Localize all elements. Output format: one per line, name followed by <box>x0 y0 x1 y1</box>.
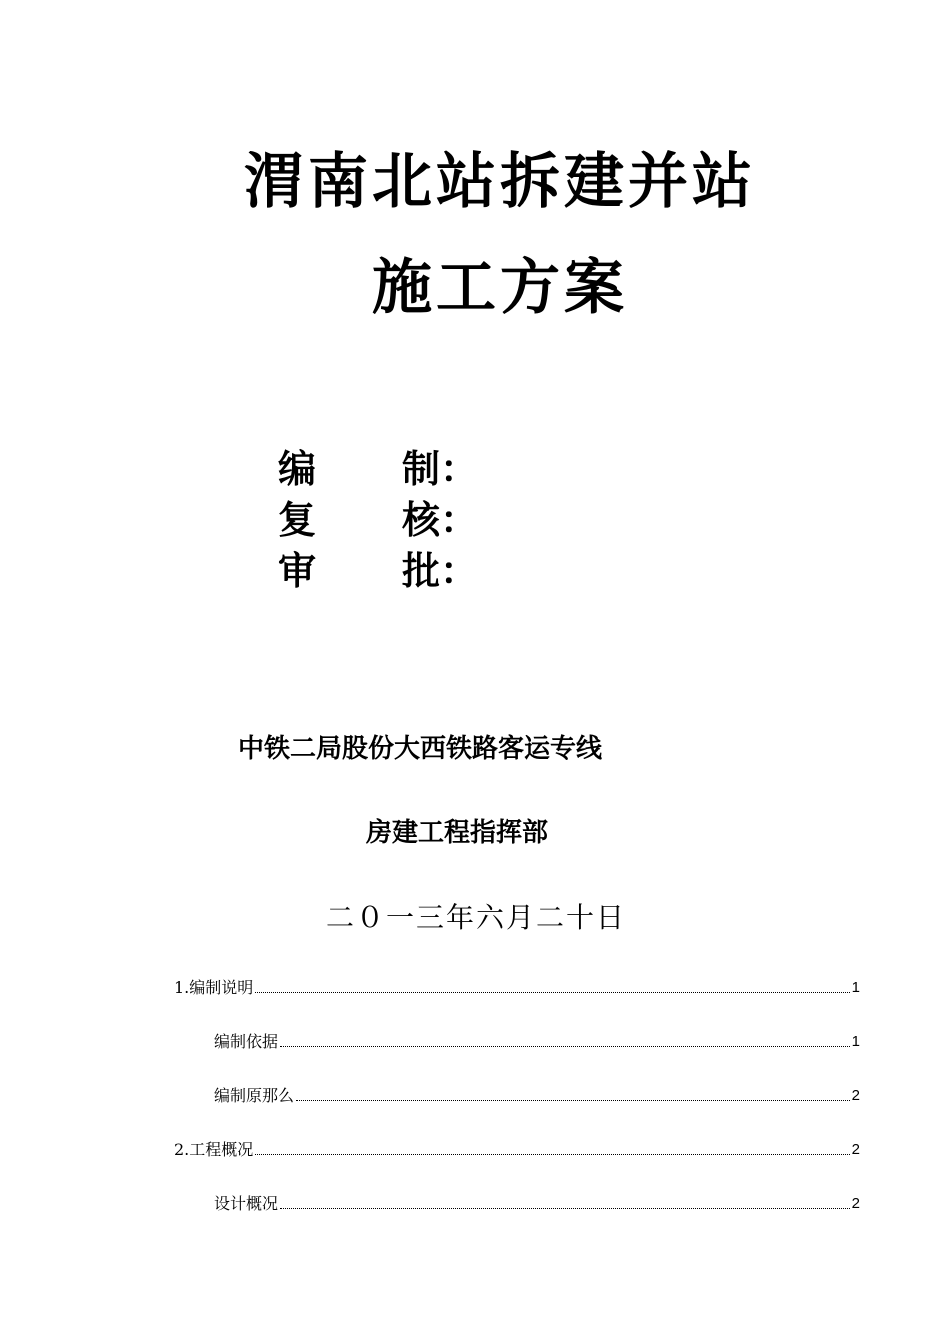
signature-label-char2: 批： <box>402 548 479 593</box>
toc-dot-leader <box>255 1154 849 1155</box>
toc-entry[interactable] <box>214 1031 860 1053</box>
toc-entry-label: 1.编制说明 <box>174 978 254 997</box>
toc-page-number: 2 <box>851 1141 860 1158</box>
toc-page-number: 1 <box>851 979 860 996</box>
signature-label-char2: 制： <box>402 446 479 491</box>
toc-entry[interactable] <box>214 1085 860 1107</box>
toc-page-number: 2 <box>851 1087 860 1104</box>
toc-dot-leader <box>255 992 849 993</box>
toc-page-number: 1 <box>851 1033 860 1050</box>
toc-entry[interactable] <box>174 1139 860 1161</box>
toc-dot-leader <box>296 1100 850 1101</box>
toc-dot-leader <box>280 1208 850 1209</box>
toc-entry-label: 编制原那么 <box>214 1086 295 1105</box>
document-title-line2: 施工方案 <box>372 253 628 323</box>
document-date: 二０一三年六月二十日 <box>326 901 627 934</box>
organization-name: 中铁二局股份大西铁路客运专线 <box>238 734 603 764</box>
toc-entry[interactable] <box>214 1193 860 1215</box>
toc-entry-label: 设计概况 <box>214 1194 279 1213</box>
signature-label-char1: 编 <box>278 446 317 491</box>
toc-page-number: 2 <box>851 1195 860 1212</box>
document-title-line1: 渭南北站拆建并站 <box>244 147 756 217</box>
toc-dot-leader <box>280 1046 850 1047</box>
toc-entry-label: 编制依据 <box>214 1032 279 1051</box>
toc-entry[interactable] <box>174 977 860 999</box>
signature-label-char1: 审 <box>278 548 317 593</box>
signature-label-char2: 核： <box>402 497 479 542</box>
signature-label-char1: 复 <box>278 497 317 542</box>
toc-entry-label: 2.工程概况 <box>174 1140 254 1159</box>
organization-department: 房建工程指挥部 <box>366 818 549 848</box>
